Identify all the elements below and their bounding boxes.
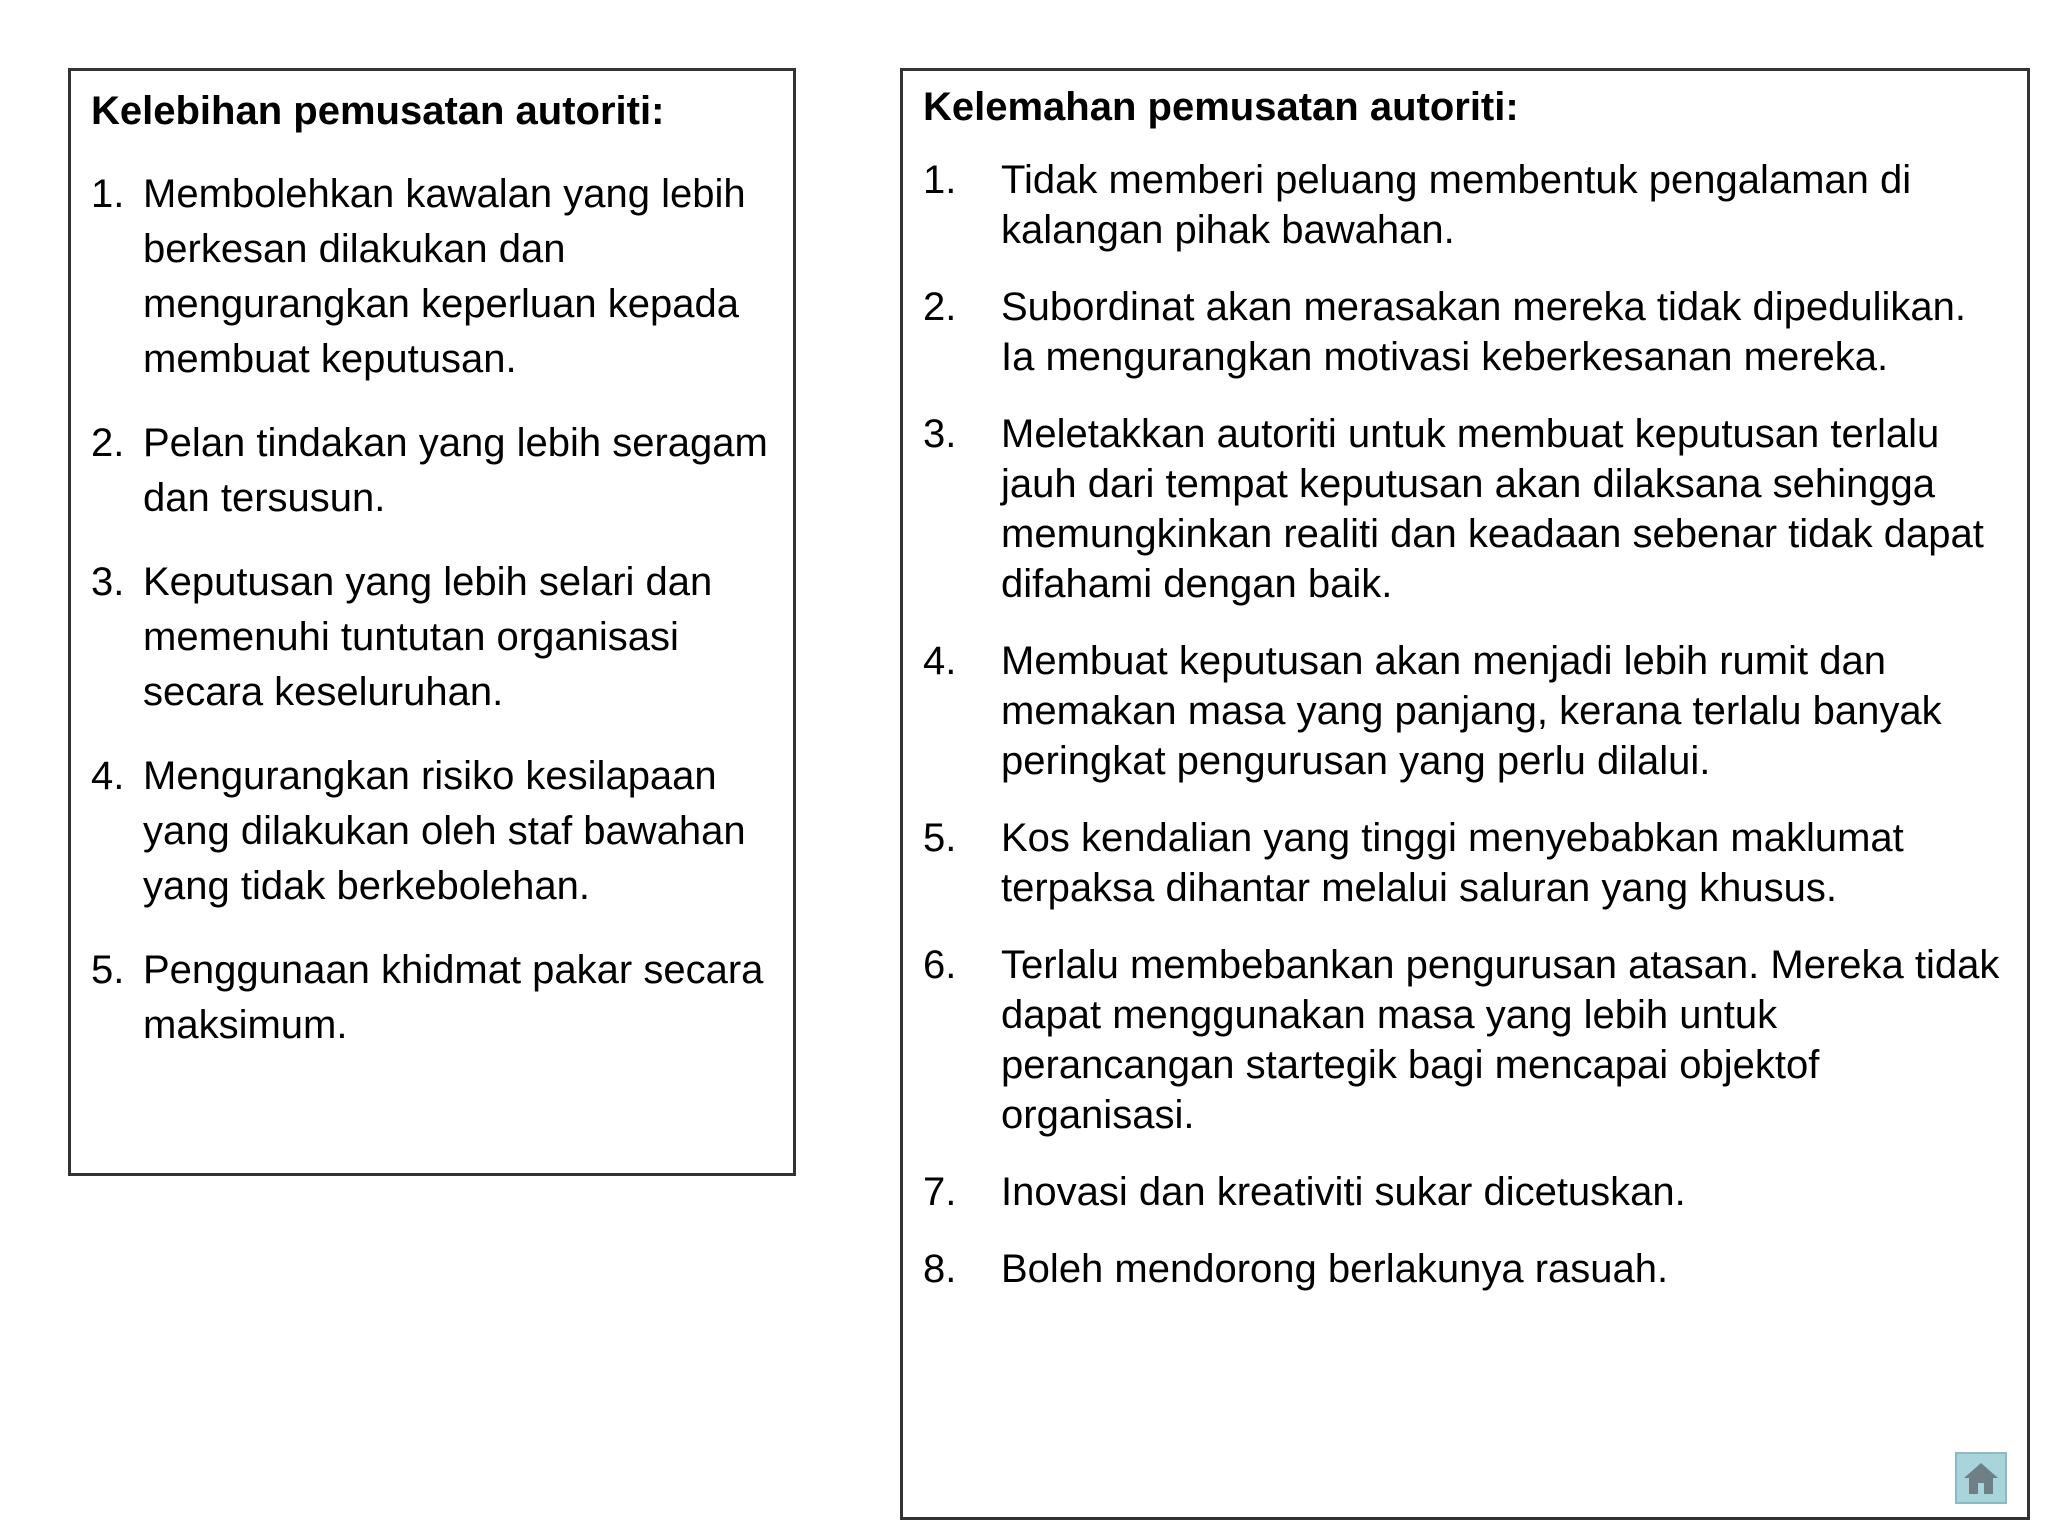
advantage-item-text: Keputusan yang lebih selari dan memenuhi tuntutan organisasi secara keseluruhan. [143, 560, 713, 714]
advantage-item [91, 416, 773, 526]
disadvantage-item-number: 2. [923, 285, 957, 329]
disadvantages-panel [900, 68, 2030, 1520]
disadvantage-item [923, 155, 2007, 255]
disadvantage-item [923, 636, 2007, 786]
disadvantages-list [923, 155, 2007, 1294]
disadvantage-item-text: Inovasi dan kreativiti sukar dicetuskan. [1001, 1170, 1686, 1214]
advantage-item-text: Membolehkan kawalan yang lebih berkesan dilakukan dan mengurangkan keperluan kepada membuat keputusan. [143, 172, 746, 381]
disadvantage-item [923, 282, 2007, 382]
disadvantage-item-number: 5. [923, 816, 957, 860]
disadvantage-item [923, 940, 2007, 1140]
advantage-item [91, 749, 773, 914]
advantage-item-text: Mengurangkan risiko kesilapaan yang dilakukan oleh staf bawahan yang tidak berkebolehan. [143, 754, 746, 908]
advantage-item [91, 555, 773, 720]
disadvantage-item-text: Terlalu membebankan pengurusan atasan. Mereka tidak dapat menggunakan masa yang lebih untuk perancangan startegik bagi mencapai objektof organisasi. [1001, 943, 2000, 1137]
disadvantage-item [923, 813, 2007, 913]
advantages-panel [68, 68, 796, 1176]
disadvantage-item [923, 409, 2007, 609]
advantage-item-text: Pelan tindakan yang lebih seragam dan tersusun. [143, 421, 768, 520]
advantage-item-number: 5. [91, 948, 125, 992]
disadvantage-item-number: 7. [923, 1170, 957, 1214]
disadvantage-item-number: 4. [923, 639, 957, 683]
disadvantage-item-text: Meletakkan autoriti untuk membuat keputusan terlalu jauh dari tempat keputusan akan dilaksana sehingga memungkinkan realiti dan keadaan sebenar tidak dapat difahami dengan baik. [1001, 412, 1984, 606]
advantages-title: Kelebihan pemusatan autoriti: [91, 89, 665, 133]
advantage-item-text: Penggunaan khidmat pakar secara maksimum. [143, 948, 764, 1047]
disadvantage-item-number: 1. [923, 158, 957, 202]
advantage-item [91, 943, 773, 1053]
disadvantage-item [923, 1244, 2007, 1294]
disadvantages-title: Kelemahan pemusatan autoriti: [923, 85, 1519, 129]
advantage-item-number: 3. [91, 560, 125, 604]
disadvantage-item-text: Subordinat akan merasakan mereka tidak dipedulikan. Ia mengurangkan motivasi keberkesanan mereka. [1001, 285, 1967, 379]
advantage-item-number: 1. [91, 172, 125, 216]
disadvantage-item-text: Membuat keputusan akan menjadi lebih rumit dan memakan masa yang panjang, kerana terlalu banyak peringkat pengurusan yang perlu dilalui. [1001, 639, 1942, 783]
disadvantage-item-text: Tidak memberi peluang membentuk pengalaman di kalangan pihak bawahan. [1001, 158, 1912, 252]
home-button[interactable] [1955, 1452, 2007, 1504]
disadvantage-item-text: Boleh mendorong berlakunya rasuah. [1001, 1247, 1669, 1291]
disadvantage-item-number: 3. [923, 412, 957, 456]
home-icon [1961, 1458, 2001, 1498]
disadvantage-item-text: Kos kendalian yang tinggi menyebabkan maklumat terpaksa dihantar melalui saluran yang khusus. [1001, 816, 1904, 910]
advantages-list [91, 167, 773, 1053]
disadvantage-item [923, 1167, 2007, 1217]
disadvantage-item-number: 6. [923, 943, 957, 987]
disadvantage-item-number: 8. [923, 1247, 957, 1291]
advantage-item [91, 167, 773, 387]
advantage-item-number: 2. [91, 421, 125, 465]
advantage-item-number: 4. [91, 754, 125, 798]
